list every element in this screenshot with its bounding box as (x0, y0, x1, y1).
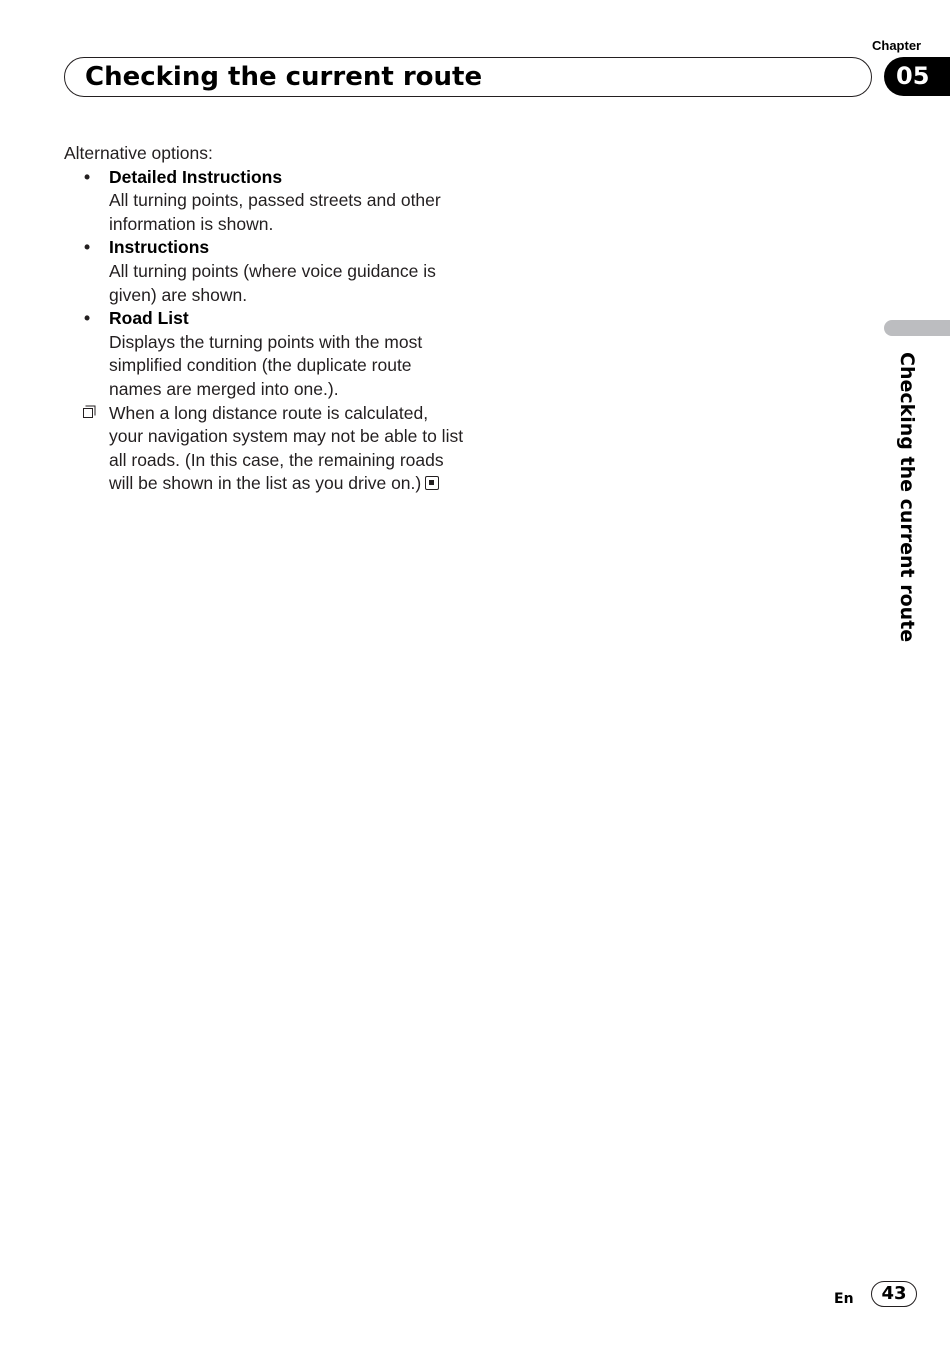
note-text: When a long distance route is calculated, your navigation system may not be able to list all roads. (In this case, the remaining roads will be shown in the list as you drive on.) (109, 402, 464, 494)
list-item (64, 166, 464, 237)
side-section-title: Checking the current route (896, 352, 918, 643)
chapter-number-tab: 05 (884, 57, 950, 96)
note-checkbox-icon (83, 408, 93, 418)
option-description: All turning points (where voice guidance is given) are shown. (109, 260, 436, 305)
list-item (64, 307, 464, 401)
options-list (64, 166, 464, 402)
intro-text: Alternative options: (64, 143, 213, 163)
bullet-icon: • (84, 166, 91, 187)
end-of-section-icon (425, 476, 439, 490)
option-name: Detailed Instructions (109, 166, 283, 187)
main-content (64, 142, 464, 496)
option-description: All turning points, passed streets and other information is shown. (109, 190, 441, 234)
option-name: Instructions (109, 237, 210, 258)
note-paragraph (64, 402, 464, 496)
option-name: Road List (109, 308, 189, 329)
chapter-label: Chapter (872, 38, 922, 53)
bullet-icon: • (84, 237, 91, 258)
option-description: Displays the turning points with the most simplified condition (the duplicate route names are merged into one.). (109, 331, 423, 399)
bullet-icon: • (84, 308, 91, 329)
list-item (64, 236, 464, 307)
title-box (64, 57, 872, 97)
page-number: 43 (871, 1281, 917, 1307)
language-code: En (834, 1291, 854, 1307)
page-title: Checking the current route (85, 62, 483, 92)
side-index-bar (884, 320, 950, 336)
